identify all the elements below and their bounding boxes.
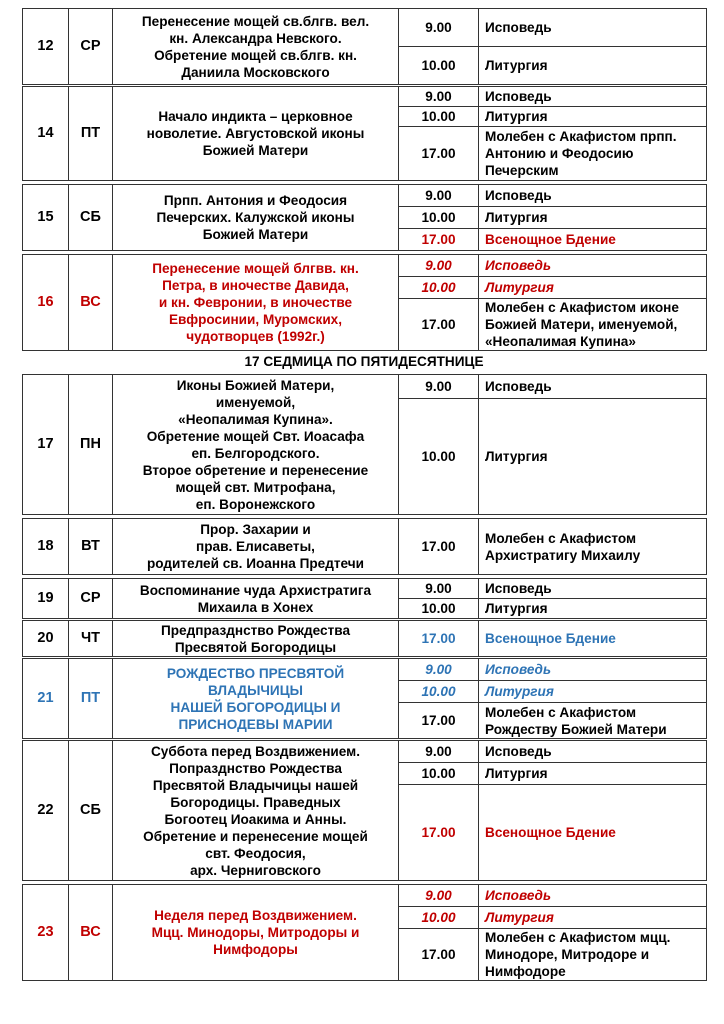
feast-description: Прпп. Антония и Феодосия Печерских. Калужской иконы Божией Матери bbox=[113, 185, 399, 251]
service-name: Исповедь bbox=[479, 185, 707, 207]
day-number: 23 bbox=[23, 885, 69, 981]
service-name: Молебен с Акафистом иконе Божией Матери, именуемой, «Неопалимая Купина» bbox=[479, 299, 707, 351]
service-name: Молебен с Акафистом прпп. Антонию и Феодосию Печерским bbox=[479, 127, 707, 181]
service-time: 17.00 bbox=[399, 127, 479, 181]
feast-description: Иконы Божией Матери, именуемой, «Неопалимая Купина». Обретение мощей Свт. Иоасафа еп. Белгородского. Второе обретение и перенесение мощей свт. Митрофана, еп. Воронежского bbox=[113, 375, 399, 515]
day-number: 17 bbox=[23, 375, 69, 515]
service-time: 10.00 bbox=[399, 47, 479, 85]
weekday: ПТ bbox=[69, 87, 113, 181]
service-name: Литургия bbox=[479, 207, 707, 229]
service-time: 10.00 bbox=[399, 681, 479, 703]
service-time: 10.00 bbox=[399, 277, 479, 299]
service-time: 10.00 bbox=[399, 399, 479, 515]
feast-description: Суббота перед Воздвижением. Попразднство Рождества Пресвятой Владычицы нашей Богородицы. Праведных Богоотец Иоакима и Анны. Обретение и перенесение мощей свт. Феодосия, арх. Черниговского bbox=[113, 741, 399, 881]
weekday: ВС bbox=[69, 885, 113, 981]
weekday: СБ bbox=[69, 185, 113, 251]
service-name: Исповедь bbox=[479, 87, 707, 107]
service-time: 10.00 bbox=[399, 763, 479, 785]
weekday: ВС bbox=[69, 255, 113, 351]
weekday: ЧТ bbox=[69, 621, 113, 657]
service-time: 9.00 bbox=[399, 659, 479, 681]
schedule-block-16 bbox=[22, 254, 707, 351]
service-name: Литургия bbox=[479, 47, 707, 85]
service-name: Литургия bbox=[479, 907, 707, 929]
day-number: 21 bbox=[23, 659, 69, 739]
day-number: 14 bbox=[23, 87, 69, 181]
service-time: 17.00 bbox=[399, 229, 479, 251]
service-name: Исповедь bbox=[479, 659, 707, 681]
day-number: 12 bbox=[23, 9, 69, 85]
schedule-block-20 bbox=[22, 620, 707, 657]
weekday: СБ bbox=[69, 741, 113, 881]
service-name: Всенощное Бдение bbox=[479, 621, 707, 657]
schedule-block-17 bbox=[22, 374, 707, 515]
service-time: 17.00 bbox=[399, 519, 479, 575]
service-name: Исповедь bbox=[479, 375, 707, 399]
day-number: 19 bbox=[23, 579, 69, 619]
service-time: 17.00 bbox=[399, 621, 479, 657]
service-name: Исповедь bbox=[479, 255, 707, 277]
schedule-block-12 bbox=[22, 8, 707, 85]
feast-description: Воспоминание чуда Архистратига Михаила в Хонех bbox=[113, 579, 399, 619]
day-number: 22 bbox=[23, 741, 69, 881]
service-name: Исповедь bbox=[479, 885, 707, 907]
service-time: 9.00 bbox=[399, 185, 479, 207]
service-time: 9.00 bbox=[399, 579, 479, 599]
schedule-block-18 bbox=[22, 518, 707, 575]
service-name: Всенощное Бдение bbox=[479, 785, 707, 881]
schedule-block-21 bbox=[22, 658, 707, 739]
schedule-block-15 bbox=[22, 184, 707, 251]
day-number: 15 bbox=[23, 185, 69, 251]
service-name: Литургия bbox=[479, 763, 707, 785]
feast-description: РОЖДЕСТВО ПРЕСВЯТОЙ ВЛАДЫЧИЦЫ НАШЕЙ БОГОРОДИЦЫ И ПРИСНОДЕВЫ МАРИИ bbox=[113, 659, 399, 739]
feast-description: Неделя перед Воздвижением. Мцц. Минодоры, Митродоры и Нимфодоры bbox=[113, 885, 399, 981]
service-time: 10.00 bbox=[399, 907, 479, 929]
service-name: Исповедь bbox=[479, 9, 707, 47]
feast-description: Начало индикта – церковное новолетие. Августовской иконы Божией Матери bbox=[113, 87, 399, 181]
service-time: 10.00 bbox=[399, 107, 479, 127]
schedule-block-19 bbox=[22, 578, 707, 619]
weekday: ПТ bbox=[69, 659, 113, 739]
weekday: СР bbox=[69, 9, 113, 85]
service-time: 9.00 bbox=[399, 885, 479, 907]
service-name: Литургия bbox=[479, 599, 707, 619]
feast-description: Перенесение мощей блгвв. кн. Петра, в иночестве Давида, и кн. Февронии, в иночестве Евфросинии, Муромских, чудотворцев (1992г.) bbox=[113, 255, 399, 351]
feast-description: Предпразднство Рождества Пресвятой Богородицы bbox=[113, 621, 399, 657]
service-time: 9.00 bbox=[399, 9, 479, 47]
service-time: 9.00 bbox=[399, 741, 479, 763]
service-name: Литургия bbox=[479, 107, 707, 127]
schedule-block-23 bbox=[22, 884, 707, 981]
weekday: СР bbox=[69, 579, 113, 619]
service-time: 9.00 bbox=[399, 87, 479, 107]
weekday: ВТ bbox=[69, 519, 113, 575]
service-time: 17.00 bbox=[399, 299, 479, 351]
weekday: ПН bbox=[69, 375, 113, 515]
service-name: Исповедь bbox=[479, 579, 707, 599]
day-number: 18 bbox=[23, 519, 69, 575]
service-name: Исповедь bbox=[479, 741, 707, 763]
service-name: Молебен с Акафистом Архистратигу Михаилу bbox=[479, 519, 707, 575]
schedule-block-22 bbox=[22, 740, 707, 881]
service-name: Молебен с Акафистом мцц. Минодоре, Митродоре и Нимфодоре bbox=[479, 929, 707, 981]
week-header: 17 СЕДМИЦА ПО ПЯТИДЕСЯТНИЦЕ bbox=[244, 354, 484, 369]
service-name: Литургия bbox=[479, 277, 707, 299]
service-time: 9.00 bbox=[399, 375, 479, 399]
service-time: 17.00 bbox=[399, 929, 479, 981]
service-time: 9.00 bbox=[399, 255, 479, 277]
service-time: 10.00 bbox=[399, 599, 479, 619]
feast-description: Прор. Захарии и прав. Елисаветы, родителей св. Иоанна Предтечи bbox=[113, 519, 399, 575]
service-name: Молебен с Акафистом Рождеству Божией Матери bbox=[479, 703, 707, 739]
service-name: Литургия bbox=[479, 399, 707, 515]
day-number: 20 bbox=[23, 621, 69, 657]
service-time: 17.00 bbox=[399, 703, 479, 739]
feast-description: Перенесение мощей св.блгв. вел. кн. Александра Невского. Обретение мощей св.блгв. кн. Даниила Московского bbox=[113, 9, 399, 85]
service-time: 10.00 bbox=[399, 207, 479, 229]
day-number: 16 bbox=[23, 255, 69, 351]
service-name: Литургия bbox=[479, 681, 707, 703]
service-name: Всенощное Бдение bbox=[479, 229, 707, 251]
schedule-block-14 bbox=[22, 86, 707, 181]
service-time: 17.00 bbox=[399, 785, 479, 881]
